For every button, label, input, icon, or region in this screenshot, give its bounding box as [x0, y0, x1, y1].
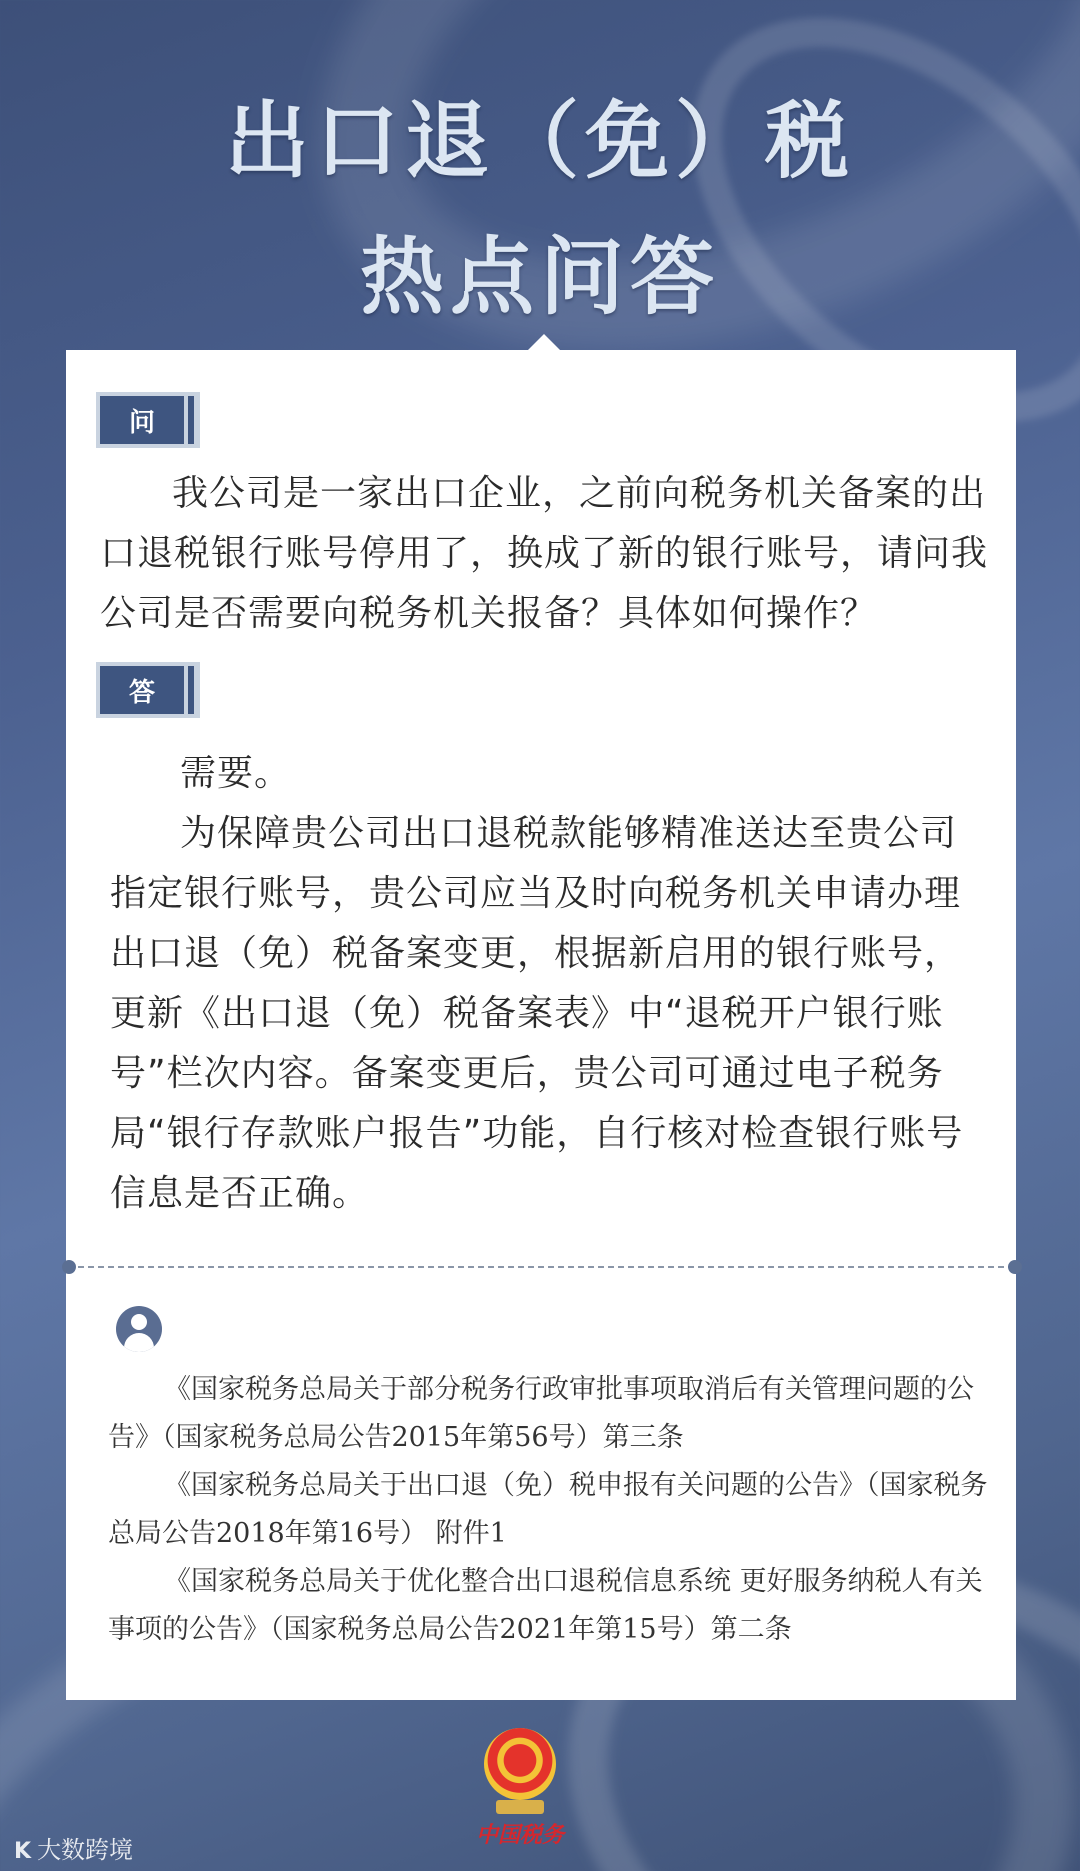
national-emblem-icon: [484, 1728, 556, 1800]
person-avatar-icon: [116, 1306, 162, 1352]
divider-dot-right: [1008, 1260, 1022, 1274]
reference-item: 《国家税务总局关于优化整合出口退税信息系统 更好服务纳税人有关事项的公告》（国家税务总局公告2021年第15号）第二条: [108, 1566, 983, 1645]
page-title: 出口退（免）税: [224, 91, 855, 190]
card-notch: [528, 334, 560, 350]
question-tag: [96, 392, 200, 448]
divider-dot-left: [62, 1260, 76, 1274]
dashed-divider: [68, 1266, 1014, 1268]
brand-logo-text: 中国税务: [475, 1822, 564, 1848]
reference-item: 《国家税务总局关于部分税务行政审批事项取消后有关管理问题的公告》（国家税务总局公告2015年第56号）第三条: [108, 1374, 974, 1453]
references-list: [108, 1366, 988, 1654]
answer-detail-text: 为保障贵公司出口退税款能够精准送达至贵公司指定银行账号，贵公司应当及时向税务机关申请办理出口退（免）税备案变更，根据新启用的银行账号，更新《出口退（免）税备案表》中“退税开户银行账号”栏次内容。备案变更后，贵公司可通过电子税务局“银行存款账户报告”功能，自行核对检查银行账号信息是否正确。: [110, 813, 964, 1214]
emblem-base: [496, 1800, 544, 1814]
watermark: [14, 1830, 133, 1865]
watermark-logo-icon: K: [14, 1839, 32, 1864]
page-subtitle: 热点问答: [359, 227, 720, 326]
question-text: 我公司是一家出口企业，之前向税务机关备案的出口退税银行账号停用了，换成了新的银行账号，请问我公司是否需要向税务机关报备？具体如何操作？: [100, 473, 989, 634]
answer-short-text: 需要。: [180, 753, 292, 794]
question-tag-label: 问: [100, 396, 184, 444]
question-tag-bar: [188, 396, 194, 444]
answer-tag-bar: [188, 666, 194, 714]
answer-tag: [96, 662, 200, 718]
watermark-text: 大数跨境: [37, 1836, 134, 1864]
reference-item: 《国家税务总局关于出口退（免）税申报有关问题的公告》（国家税务总局公告2018年第16号） 附件1: [108, 1470, 988, 1549]
answer-tag-label: 答: [100, 666, 184, 714]
